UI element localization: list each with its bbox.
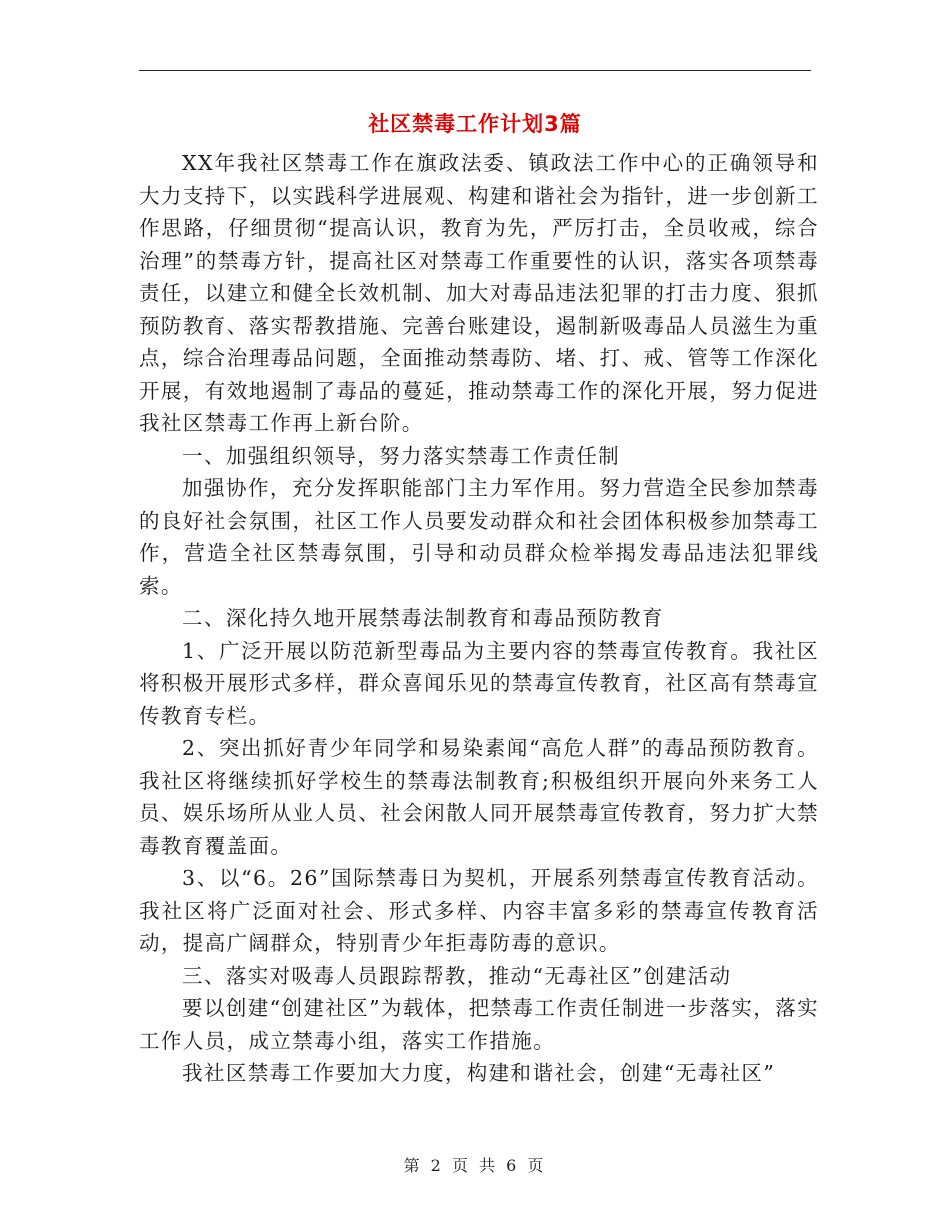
document-body (139, 147, 819, 1090)
page-number: 第 2 页 共 6 页 (403, 1156, 547, 1175)
header-rule (139, 70, 811, 71)
paragraph-closing: 我社区禁毒工作要加大力度，构建和谐社会，创建“无毒社区” (182, 1061, 776, 1085)
paragraph-item-1: 1、广泛开展以防范新型毒品为主要内容的禁毒宣传教育。我社区将积极开展形式多样，群众喜闻乐见的禁毒宣传教育，社区高有禁毒宣传教育专栏。 (139, 638, 819, 728)
paragraph-section-1: 加强协作，充分发挥职能部门主力军作用。努力营造全民参加禁毒的良好社会氛围，社区工作人员要发动群众和社会团体积极参加禁毒工作，营造全社区禁毒氛围，引导和动员群众检举揭发毒品违法犯罪线索。 (139, 476, 819, 598)
paragraph-item-2: 2、突出抓好青少年同学和易染素闻“高危人群”的毒品预防教育。我社区将继续抓好学校生的禁毒法制教育;积极组织开展向外来务工人员、娱乐场所从业人员、社会闲散人同开展禁毒宣传教育，努力扩大禁毒教育覆盖面。 (139, 736, 819, 858)
paragraph-item-3: 3、以“6。26”国际禁毒日为契机，开展系列禁毒宣传教育活动。我社区将广泛面对社会、形式多样、内容丰富多彩的禁毒宣传教育活动，提高广阔群众，特别青少年拒毒防毒的意识。 (139, 866, 819, 955)
section-heading-3: 三、落实对吸毒人员跟踪帮教，推动“无毒社区”创建活动 (182, 963, 732, 988)
paragraph-section-3: 要以创建“创建社区”为载体，把禁毒工作责任制进一步落实，落实工作人员，成立禁毒小组，落实工作措施。 (139, 996, 820, 1053)
paragraph-intro: XX年我社区禁毒工作在旗政法委、镇政法工作中心的正确领导和大力支持下，以实践科学进展观、构建和谐社会为指针，进一步创新工作思路，仔细贯彻“提高认识，教育为先，严厉打击，全员收戒，综合治理”的禁毒方针，提高社区对禁毒工作重要性的认识，落实各项禁毒责任，以建立和健全长效机制、加大对毒品违法犯罪的打击力度、狠抓预防教育、落实帮教措施、完善台账建设，遏制新吸毒品人员滋生为重点，综合治理毒品问题，全面推动禁毒防、堵、打、戒、管等工作深化开展，有效地遏制了毒品的蔓延，推动禁毒工作的深化开展，努力促进我社区禁毒工作再上新台阶。 (139, 151, 819, 435)
section-heading-1: 一、加强组织领导，努力落实禁毒工作责任制 (182, 443, 621, 468)
document-title: 社区禁毒工作计划3篇 (368, 112, 582, 136)
section-heading-2: 二、深化持久地开展禁毒法制教育和毒品预防教育 (182, 606, 664, 630)
